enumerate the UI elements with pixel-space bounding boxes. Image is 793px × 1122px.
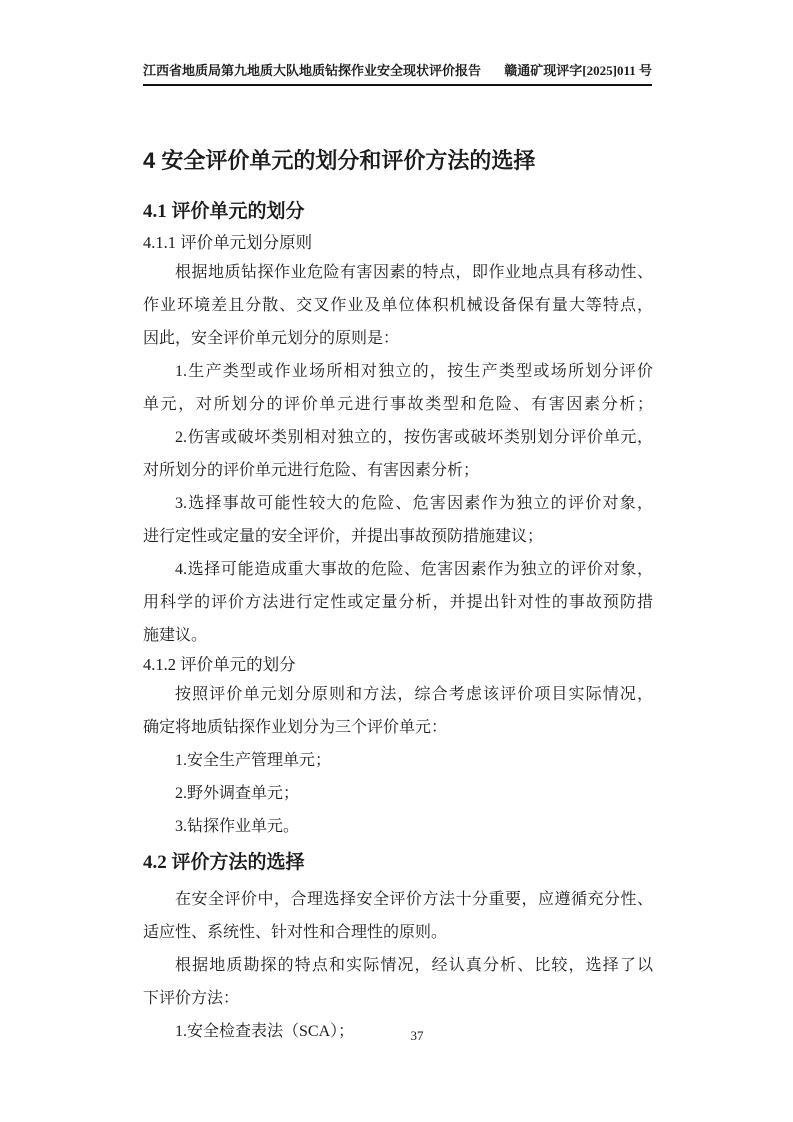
paragraph-line: 在安全评价中，合理选择安全评价方法十分重要，应遵循充分性、 bbox=[175, 891, 653, 908]
page-header bbox=[143, 60, 652, 86]
paragraph-line: 因此，安全评价单元划分的原则是： bbox=[143, 330, 400, 347]
paragraph-line: 施建议。 bbox=[143, 627, 208, 644]
section-heading-4-1: 4.1 评价单元的划分 bbox=[143, 201, 305, 222]
document-body bbox=[143, 130, 653, 1048]
section-heading-4-2: 4.2 评价方法的选择 bbox=[143, 852, 305, 873]
paragraph-line: 2.伤害或破坏类别相对独立的，按伤害或破坏类别划分评价单元， bbox=[175, 429, 653, 446]
paragraph-line: 根据地质钻探作业危险有害因素的特点，即作业地点具有移动性、 bbox=[175, 264, 653, 281]
paragraph-line: 对所划分的评价单元进行危险、有害因素分析； bbox=[143, 462, 480, 479]
paragraph-line: 适应性、系统性、针对性和合理性的原则。 bbox=[143, 924, 448, 941]
paragraph-line: 4.选择可能造成重大事故的危险、危害因素作为独立的评价对象， bbox=[175, 561, 653, 578]
subsection-heading-4-1-2: 4.1.2 评价单元的划分 bbox=[143, 655, 296, 674]
paragraph-line: 1.安全检查表法（SCA）； bbox=[175, 1023, 355, 1040]
paragraph-line: 3.钻探作业单元。 bbox=[175, 818, 300, 835]
paragraph-line: 2.野外调查单元； bbox=[175, 785, 300, 802]
paragraph-line: 根据地质勘探的特点和实际情况，经认真分析、比较，选择了以 bbox=[175, 957, 653, 974]
header-report-title: 江西省地质局第九地质大队地质钻探作业安全现状评价报告 bbox=[143, 63, 482, 78]
subsection-heading-4-1-1: 4.1.1 评价单元划分原则 bbox=[143, 233, 313, 252]
header-document-number: 赣通矿现评字[2025]011 号 bbox=[504, 63, 652, 78]
paragraph-line: 确定将地质钻探作业划分为三个评价单元： bbox=[143, 719, 448, 736]
page-number: 37 bbox=[410, 1028, 424, 1043]
paragraph-line: 下评价方法： bbox=[143, 990, 240, 1007]
paragraph-line: 1.安全生产管理单元； bbox=[175, 752, 332, 769]
paragraph-line: 3.选择事故可能性较大的危险、危害因素作为独立的评价对象， bbox=[175, 495, 653, 512]
paragraph-line: 1.生产类型或作业场所相对独立的，按生产类型或场所划分评价 bbox=[175, 363, 653, 380]
chapter-heading: 4 安全评价单元的划分和评价方法的选择 bbox=[143, 148, 536, 173]
page-footer bbox=[143, 1028, 691, 1044]
paragraph-line: 作业环境差且分散、交叉作业及单位体积机械设备保有量大等特点， bbox=[143, 297, 653, 314]
paragraph-line: 按照评价单元划分原则和方法，综合考虑该评价项目实际情况， bbox=[175, 686, 653, 703]
paragraph-line: 用科学的评价方法进行定性或定量分析，并提出针对性的事故预防措 bbox=[143, 594, 653, 611]
paragraph-line: 进行定性或定量的安全评价，并提出事故预防措施建议； bbox=[143, 528, 544, 545]
paragraph-line: 单元，对所划分的评价单元进行事故类型和危险、有害因素分析； bbox=[143, 396, 653, 413]
